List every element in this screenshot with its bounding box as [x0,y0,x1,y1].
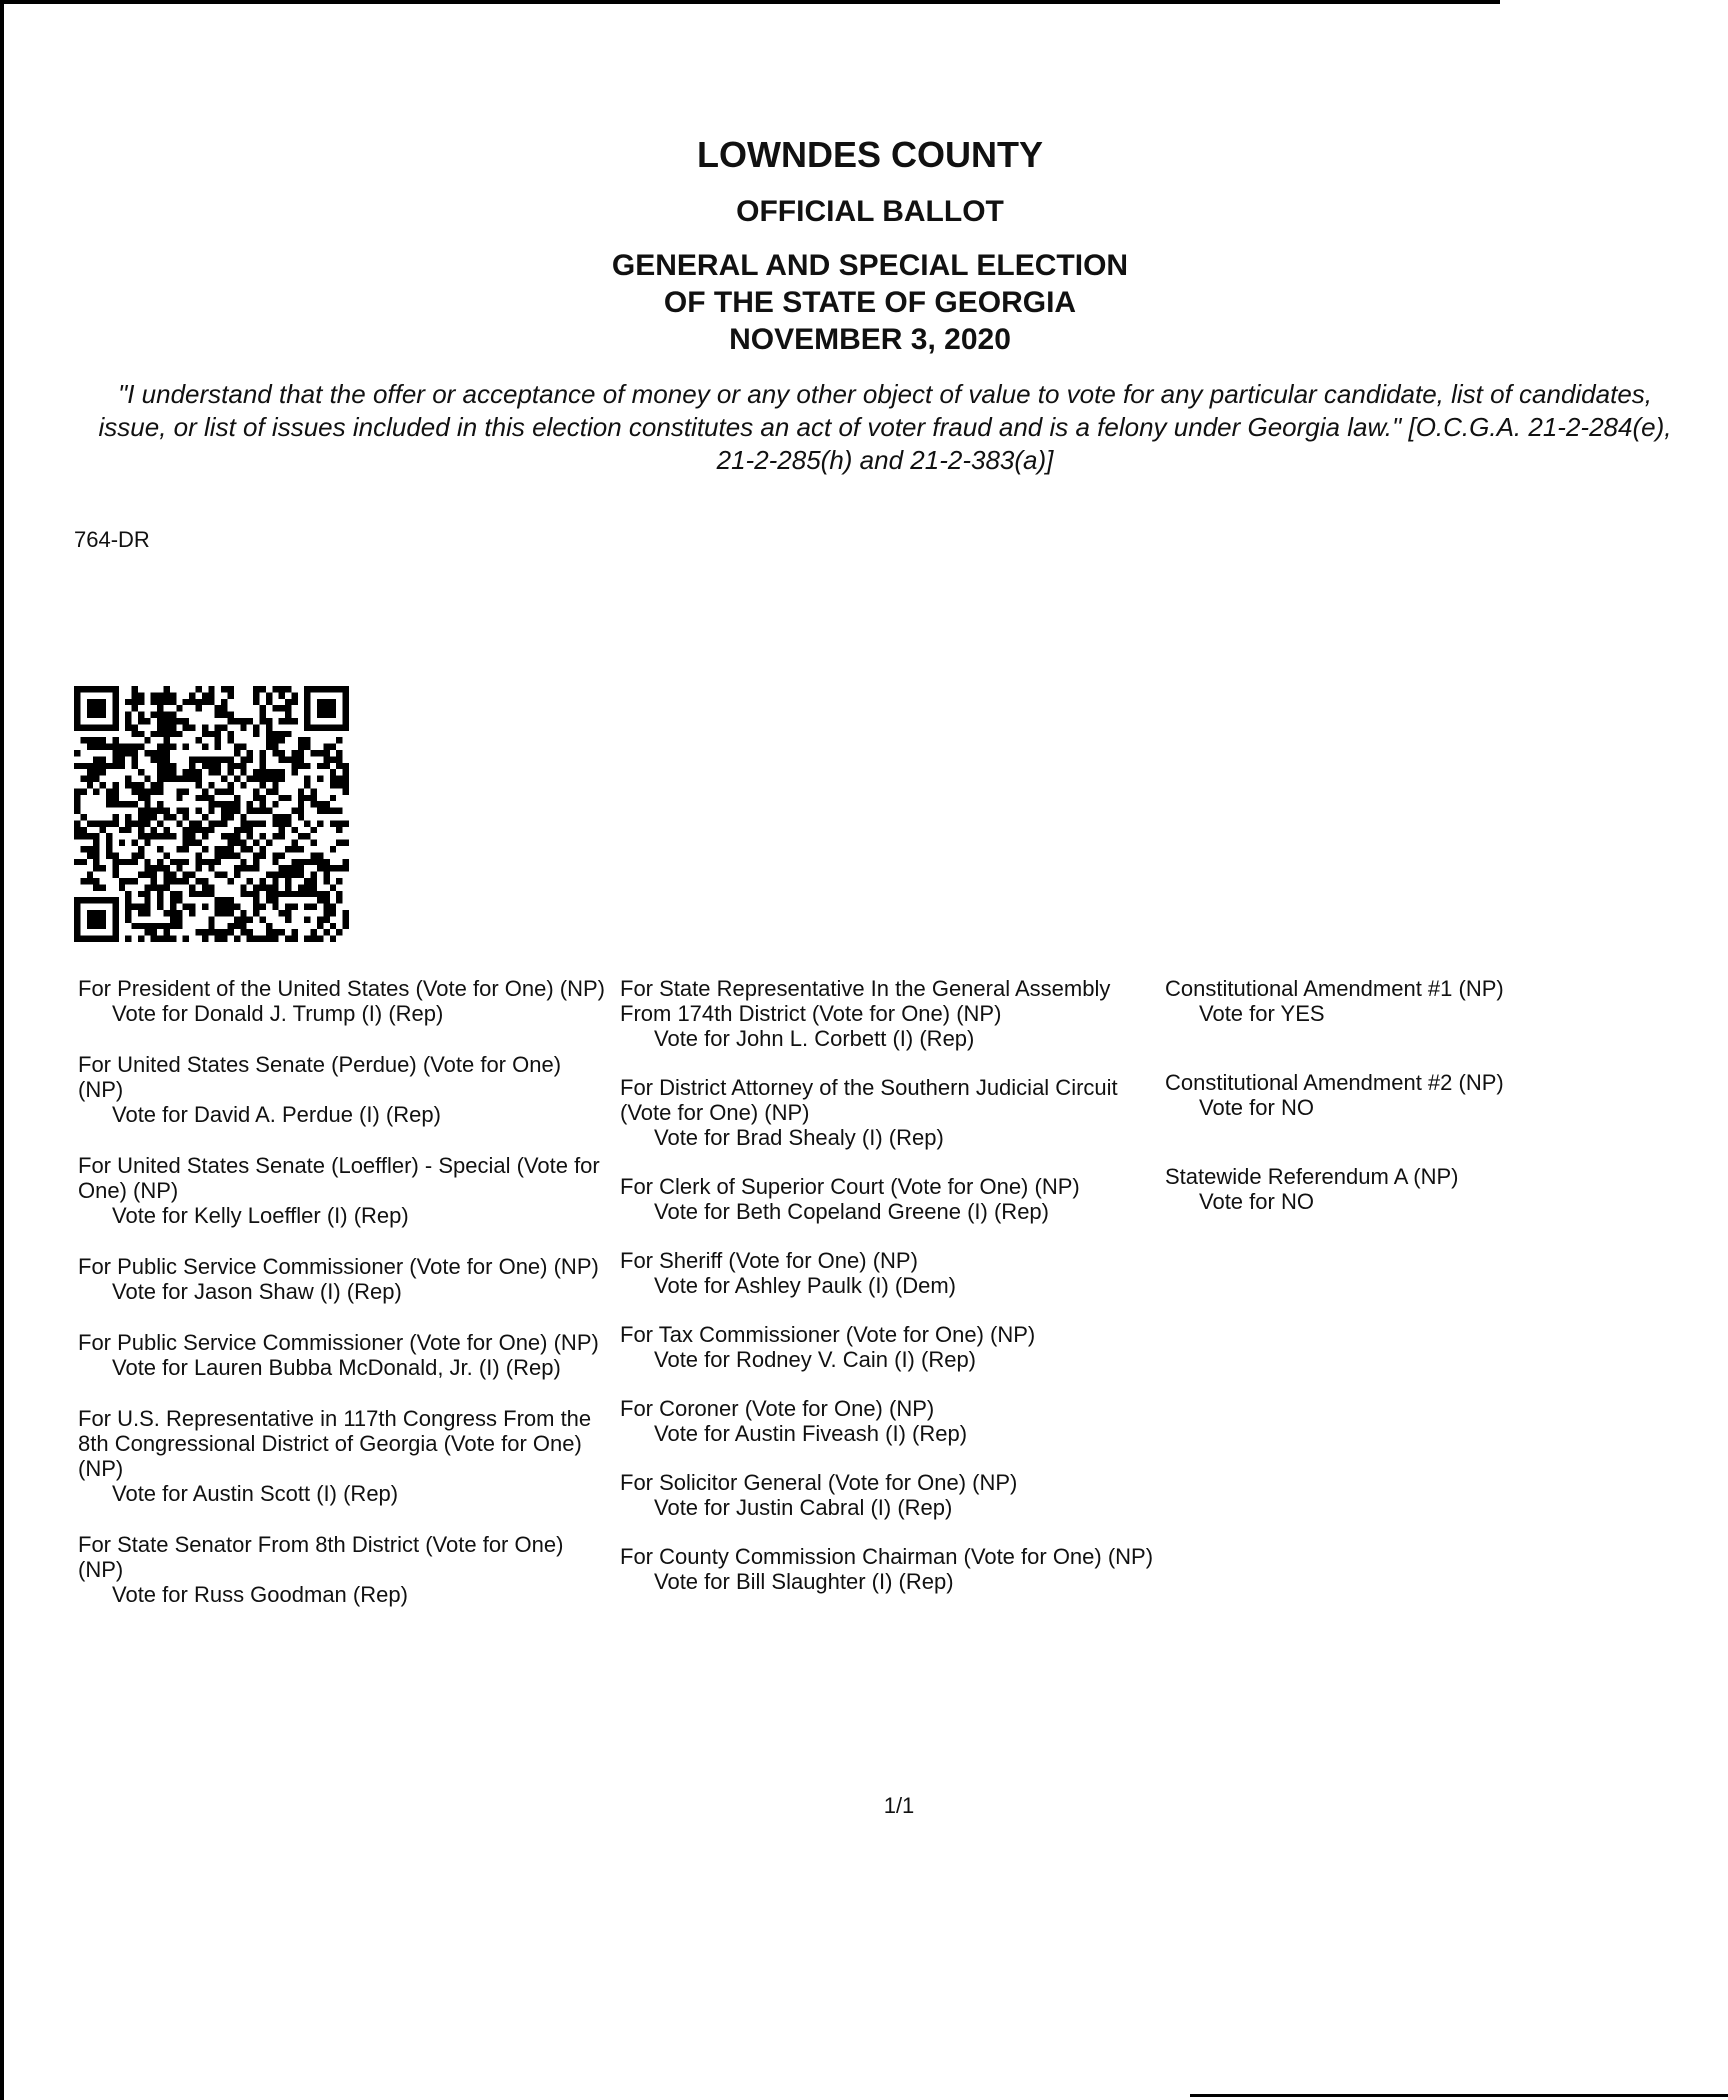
race-selection: Vote for Jason Shaw (I) (Rep) [112,1279,402,1304]
race-county-commission-chairman [620,1544,1160,1594]
qr-code-icon [74,686,349,942]
race-title: For Sheriff (Vote for One) (NP) [620,1248,918,1273]
race-title: Constitutional Amendment #2 (NP) [1165,1070,1504,1095]
race-title: For County Commission Chairman (Vote for One) (NP) [620,1544,1154,1569]
race-title: For Solicitor General (Vote for One) (NP) [620,1470,1018,1495]
question-referendum-a [1165,1164,1705,1214]
race-selection: Vote for Ashley Paulk (I) (Dem) [654,1273,956,1298]
race-title: For Coroner (Vote for One) (NP) [620,1396,935,1421]
race-title: For U.S. Representative in 117th Congress From the 8th Congressional District of Georgia (Vote for One) (NP) [78,1406,592,1481]
race-selection: Vote for Lauren Bubba McDonald, Jr. (I) (Rep) [112,1355,561,1380]
race-selection: Vote for Justin Cabral (I) (Rep) [654,1495,953,1520]
bottom-border [1190,2094,1728,2097]
race-title: For District Attorney of the Southern Judicial Circuit (Vote for One) (NP) [620,1075,1118,1125]
election-line-2: OF THE STATE OF GEORGIA [663,286,1077,319]
race-state-senator [78,1532,608,1607]
race-selection: Vote for YES [1199,1001,1325,1026]
race-title: For President of the United States (Vote for One) (NP) [78,976,606,1001]
race-selection: Vote for Bill Slaughter (I) (Rep) [654,1569,954,1594]
race-title: Statewide Referendum A (NP) [1165,1164,1459,1189]
race-state-representative [620,976,1160,1051]
election-line-1: GENERAL AND SPECIAL ELECTION [611,249,1129,282]
race-president [78,976,608,1026]
election-date: NOVEMBER 3, 2020 [729,323,1011,356]
race-selection: Vote for Donald J. Trump (I) (Rep) [112,1001,444,1026]
race-selection: Vote for Russ Goodman (Rep) [112,1582,408,1607]
race-title: For United States Senate (Perdue) (Vote for One) (NP) [78,1052,562,1102]
page-number: 1/1 [883,1793,915,1818]
races-column-2 [620,976,1160,1618]
race-us-senate-perdue [78,1052,608,1127]
county-title: LOWNDES COUNTY [697,134,1043,175]
race-selection: Vote for Austin Scott (I) (Rep) [112,1481,399,1506]
race-coroner [620,1396,1160,1446]
ballot-type: OFFICIAL BALLOT [736,195,1004,228]
race-clerk-superior-court [620,1174,1160,1224]
race-selection: Vote for NO [1199,1189,1314,1214]
race-sheriff [620,1248,1160,1298]
race-title: For Public Service Commissioner (Vote for One) (NP) [78,1254,599,1279]
race-title: For United States Senate (Loeffler) - Special (Vote for One) (NP) [78,1153,600,1203]
race-psc-2 [78,1330,608,1380]
race-tax-commissioner [620,1322,1160,1372]
race-selection: Vote for John L. Corbett (I) (Rep) [654,1026,975,1051]
race-selection: Vote for Rodney V. Cain (I) (Rep) [654,1347,977,1372]
race-selection: Vote for Kelly Loeffler (I) (Rep) [112,1203,409,1228]
top-border [0,0,1500,4]
race-title: For Public Service Commissioner (Vote for One) (NP) [78,1330,599,1355]
question-amendment-2 [1165,1070,1705,1120]
races-column-3 [1165,976,1705,1258]
race-solicitor-general [620,1470,1160,1520]
race-us-senate-loeffler [78,1153,608,1228]
race-selection: Vote for David A. Perdue (I) (Rep) [112,1102,441,1127]
question-amendment-1 [1165,976,1705,1026]
race-psc-1 [78,1254,608,1304]
race-title: Constitutional Amendment #1 (NP) [1165,976,1504,1001]
election-heading [0,247,1728,358]
race-title: For State Senator From 8th District (Vote for One) (NP) [78,1532,564,1582]
race-title: For Clerk of Superior Court (Vote for One) (NP) [620,1174,1080,1199]
race-selection: Vote for Austin Fiveash (I) (Rep) [654,1421,968,1446]
ballot-id: 764-DR [74,527,150,552]
race-district-attorney [620,1075,1160,1150]
race-us-representative [78,1406,608,1506]
race-selection: Vote for NO [1199,1095,1314,1120]
race-title: For Tax Commissioner (Vote for One) (NP) [620,1322,1036,1347]
races-column-1 [78,976,608,1633]
race-selection: Vote for Brad Shealy (I) (Rep) [654,1125,944,1150]
race-title: For State Representative In the General Assembly From 174th District (Vote for One) (NP) [620,976,1111,1026]
race-selection: Vote for Beth Copeland Greene (I) (Rep) [654,1199,1049,1224]
voter-fraud-statement: "I understand that the offer or acceptance of money or any other object of value to vote for any particular candidate, list of candidates, issue, or list of issues included in this election constitutes an act of voter fraud and is a felony under Georgia law." [O.C.G.A. 21-2-284(e), 21-2-285(h) and 21-2-383(a)] [98,379,1672,475]
